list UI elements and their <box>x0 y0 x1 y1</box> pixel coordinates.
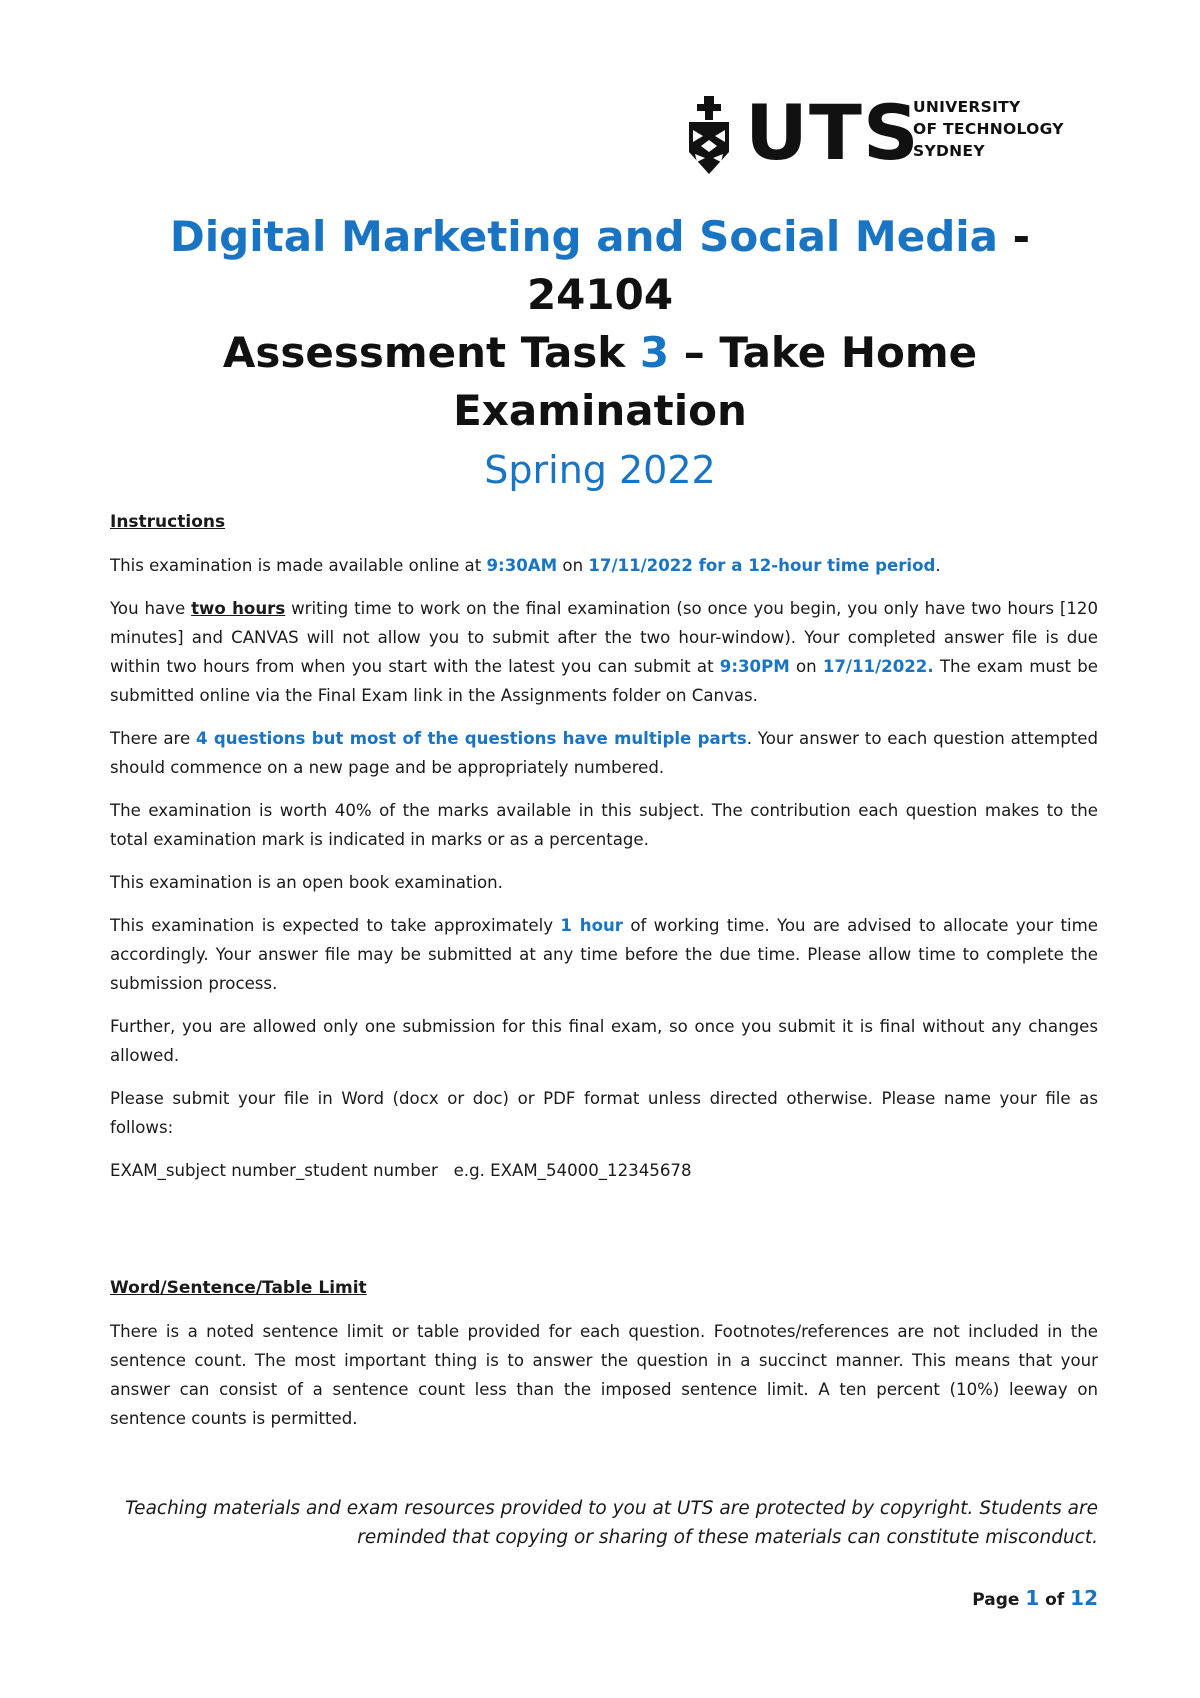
text: writing time to work on the final examination (so once you begin, you only have two hours [120 minutes] and CANVAS will not allow you to submit after the two hour-window). Your completed answer file is due within two hours from when you start with the latest you can submit at <box>110 599 1099 676</box>
instructions-heading: Instructions <box>110 512 226 532</box>
logo-line: UNIVERSITY <box>913 98 1021 116</box>
logo-line: SYDNEY <box>913 142 985 160</box>
paragraph-availability <box>110 551 1098 580</box>
text: This examination is made available online at <box>110 556 487 575</box>
deadline-time: 9:30PM <box>719 657 790 676</box>
text: on <box>557 556 589 575</box>
start-date: 17/11/2022 for a 12-hour time period <box>588 556 936 575</box>
assessment-label: Assessment Task <box>222 328 640 377</box>
uts-crest-icon <box>683 96 735 176</box>
logo-university-name <box>913 96 1064 162</box>
current-page: 1 <box>1025 1586 1040 1610</box>
paragraph-file-name: EXAM_subject number_student number e.g. EXAM_54000_12345678 <box>110 1161 692 1180</box>
of-label: of <box>1039 1590 1071 1610</box>
paragraph-open-book: This examination is an open book examination. <box>110 873 503 892</box>
limit-section <box>110 1274 1098 1433</box>
text: . <box>935 556 941 575</box>
text: on <box>789 657 823 676</box>
two-hours: two hours <box>191 599 286 618</box>
paragraph-limit: There is a noted sentence limit or table provided for each question. Footnotes/references are not included in the sentence count. The most important thing is to answer the question in a succinct manner. This means that your answer can consist of a sentence count less than the imposed sentence limit. A ten percent (10%) leeway on sentence counts is permitted. <box>110 1322 1098 1428</box>
paragraph-single-submission: Further, you are allowed only one submission for this final exam, so once you submit it is final without any changes allowed. <box>110 1017 1098 1065</box>
start-time: 9:30AM <box>486 556 558 575</box>
text: The exam must be submitted online via the Final Exam link in the Assignments folder on Canvas. <box>110 657 1098 705</box>
subject-name: Digital Marketing and Social Media <box>169 212 999 261</box>
subject-dash: - <box>998 212 1031 261</box>
page-label: Page <box>972 1590 1026 1610</box>
text: of working time. You are advised to allocate your time accordingly. Your answer file may be submitted at any time before the due time. Please allow time to complete the submission process. <box>110 916 1098 993</box>
deadline-date: 17/11/2022. <box>822 657 934 676</box>
paragraph-writing-time <box>110 594 1098 710</box>
paragraph-weighting: The examination is worth 40% of the marks available in this subject. The contribution each question makes to the total examination mark is indicated in marks or as a percentage. <box>110 801 1098 849</box>
paragraph-duration <box>110 911 1098 998</box>
page-number <box>972 1586 1098 1610</box>
assessment-title-cont: Examination <box>453 386 747 435</box>
text: There are <box>110 729 197 748</box>
text: This examination is expected to take approximately <box>110 916 561 935</box>
limit-heading: Word/Sentence/Table Limit <box>110 1278 367 1298</box>
assessment-title <box>100 324 1100 382</box>
question-count: 4 questions but most of the questions have multiple parts <box>196 729 747 748</box>
text: . Your answer to each question attempted should commence on a new page and be appropriately numbered. <box>110 729 1098 777</box>
logo-wordmark: UTS <box>745 88 920 177</box>
paragraph-questions <box>110 724 1098 782</box>
assessment-type: – Take Home <box>669 328 978 377</box>
total-pages: 12 <box>1070 1586 1098 1610</box>
logo-line: OF TECHNOLOGY <box>913 120 1064 138</box>
text: You have <box>110 599 192 618</box>
duration: 1 hour <box>560 916 623 935</box>
paragraph-file-format: Please submit your file in Word (docx or doc) or PDF format unless directed otherwise. Please name your file as follows: <box>110 1089 1098 1137</box>
subject-code: 24104 <box>526 270 674 319</box>
subject-title <box>100 208 1100 266</box>
task-number: 3 <box>639 328 670 377</box>
uts-logo <box>683 88 1083 177</box>
title-block <box>100 208 1100 498</box>
copyright-notice: Teaching materials and exam resources provided to you at UTS are protected by copyright. Students are reminded that copying or sharing of these materials can constitute misconduct. <box>125 1498 1098 1548</box>
term: Spring 2022 <box>484 448 716 492</box>
instructions-section <box>110 508 1098 1185</box>
